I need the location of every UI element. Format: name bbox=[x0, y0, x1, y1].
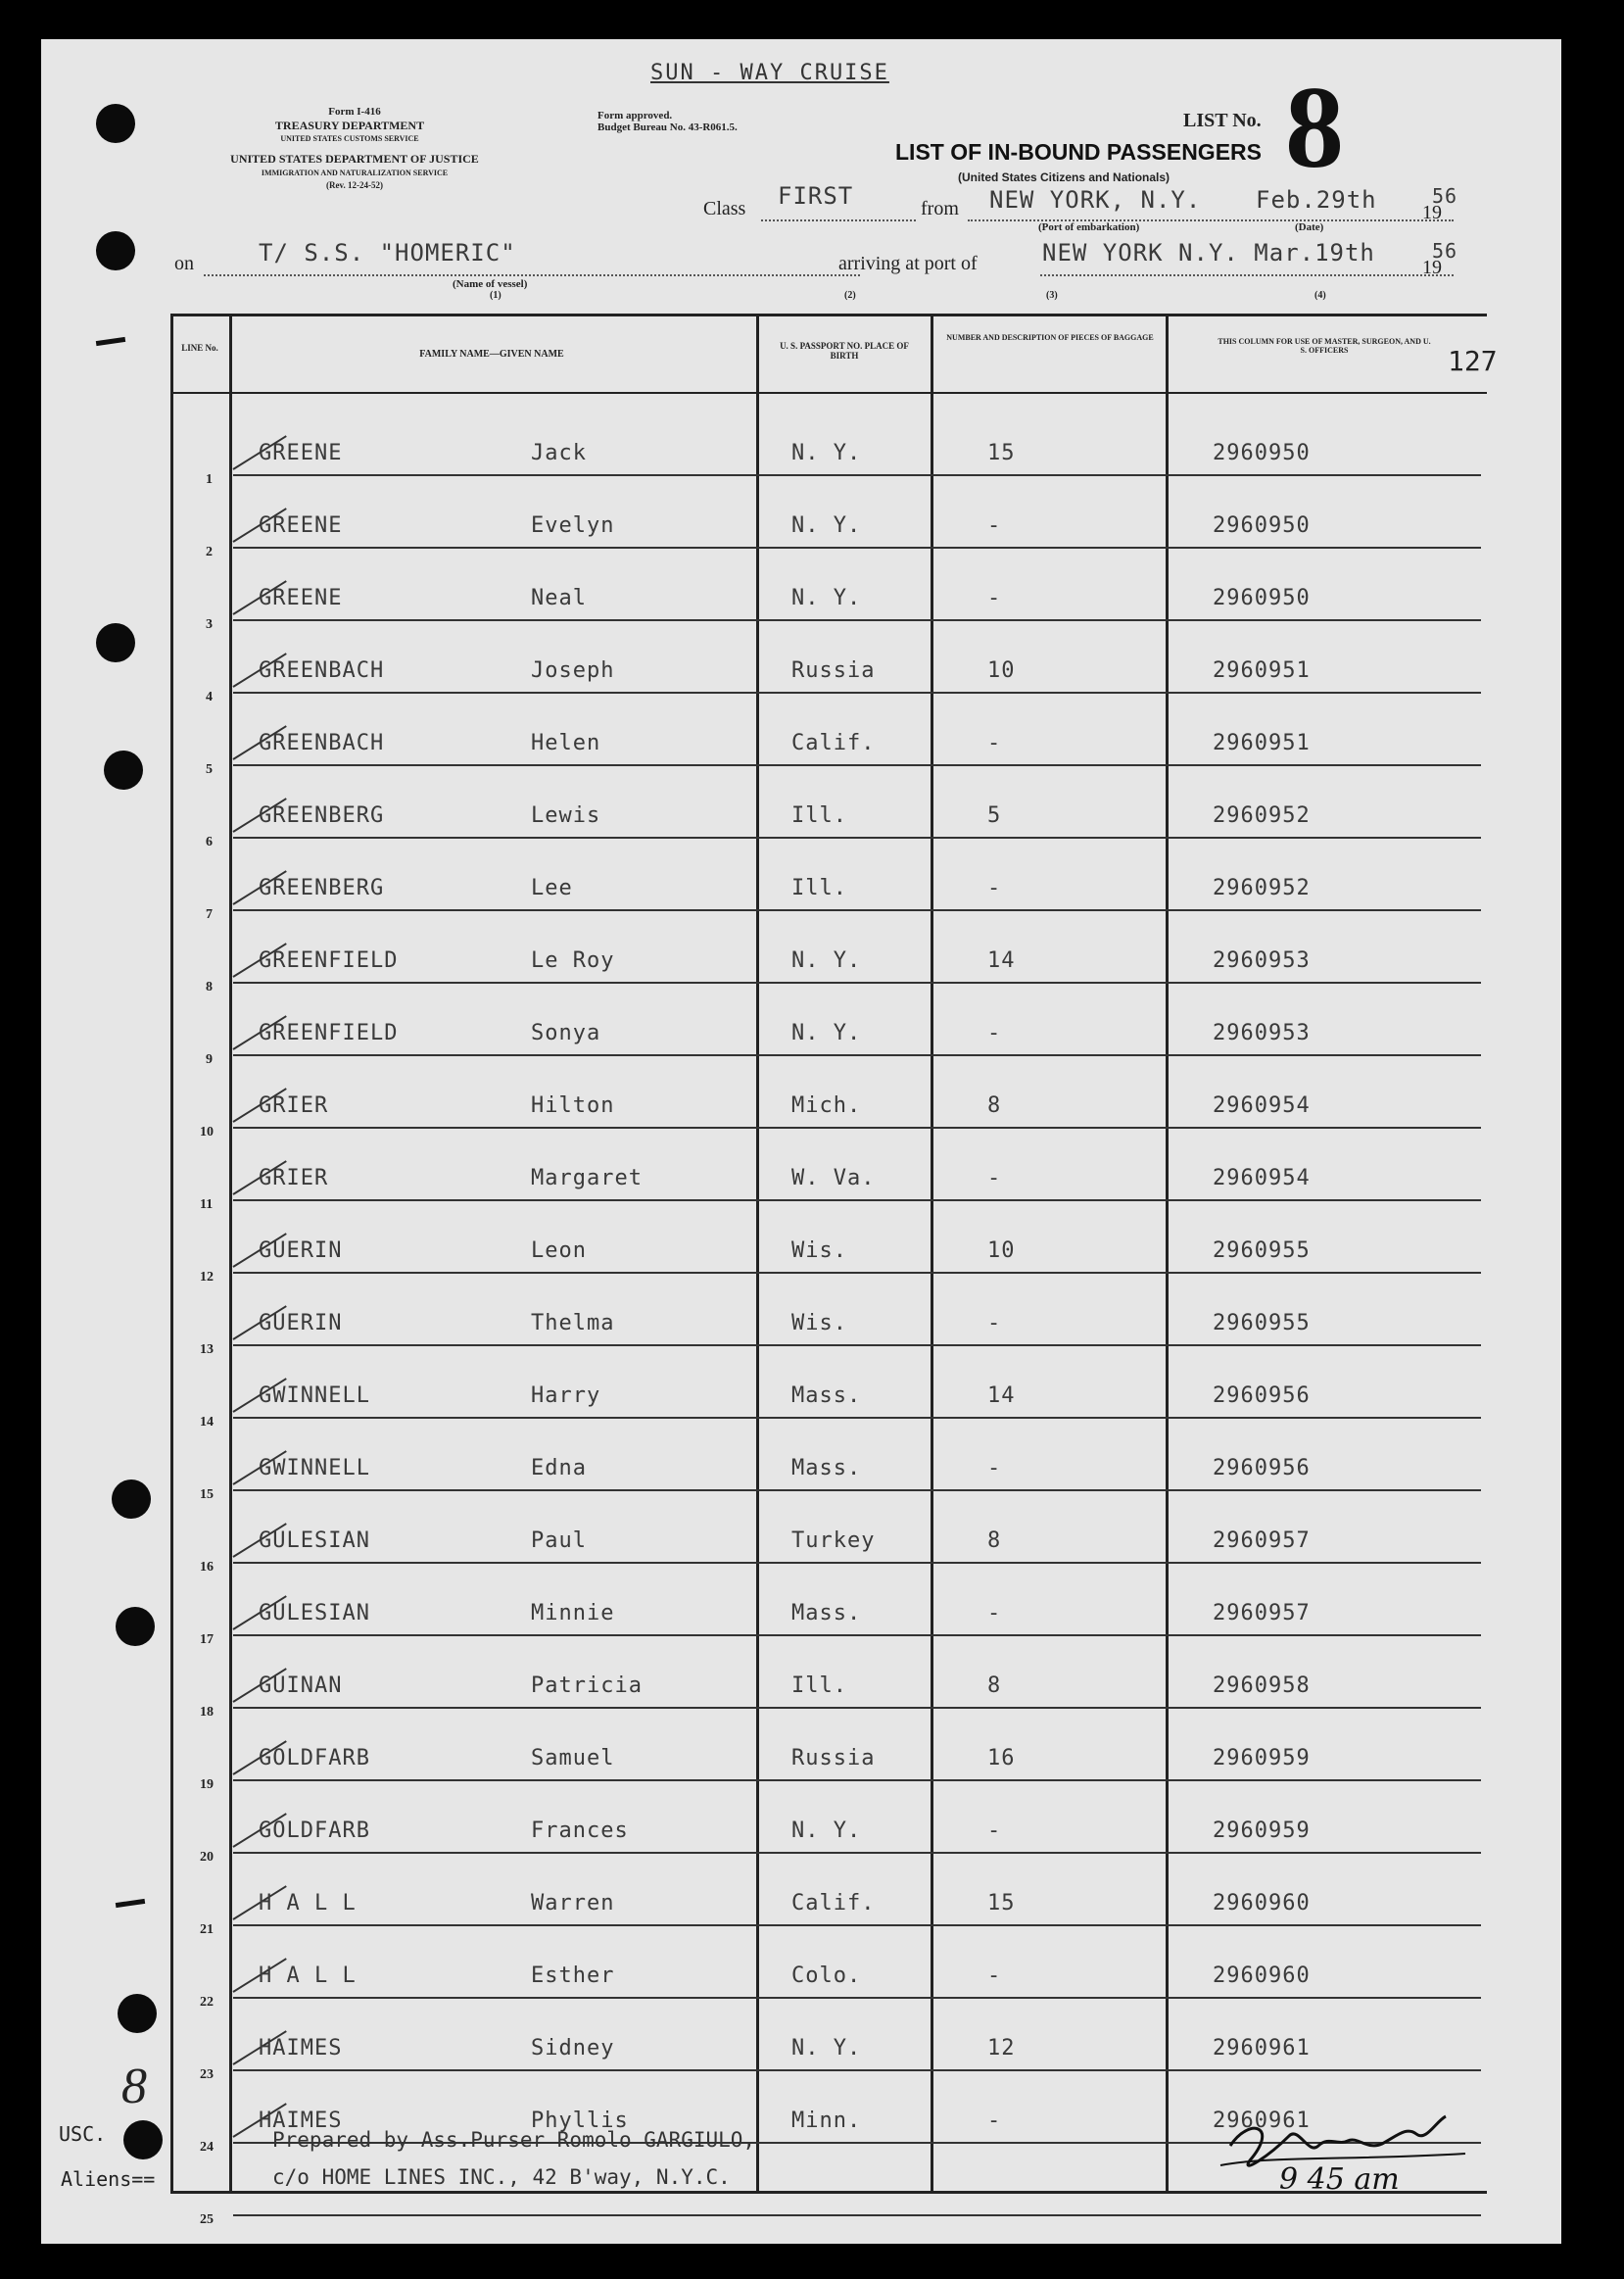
line-number: 25 bbox=[200, 2212, 214, 2227]
baggage-count: 14 bbox=[987, 1383, 1016, 1408]
baggage-count: 8 bbox=[987, 1093, 1002, 1118]
given-name: Edna bbox=[531, 1456, 587, 1480]
baggage-count: - bbox=[987, 1601, 1002, 1625]
baggage-count: - bbox=[987, 1964, 1002, 1988]
baggage-count: - bbox=[987, 1166, 1002, 1190]
arriving-label: arriving at port of bbox=[838, 253, 978, 274]
punch-hole bbox=[112, 1479, 151, 1519]
row-divider bbox=[233, 1489, 1481, 1491]
family-name: GUERIN bbox=[259, 1311, 343, 1335]
officer-code: 2960956 bbox=[1213, 1383, 1311, 1408]
year-prefix: 19 bbox=[1422, 202, 1442, 223]
row-divider bbox=[233, 692, 1481, 694]
officer-code: 2960950 bbox=[1213, 586, 1311, 610]
column-header-officers: THIS COLUMN FOR USE OF MASTER, SURGEON, AND U. S. OFFICERS bbox=[1218, 337, 1431, 356]
baggage-count: 12 bbox=[987, 2036, 1016, 2061]
column-header-baggage: NUMBER AND DESCRIPTION OF PIECES OF BAGGAGE bbox=[946, 333, 1154, 342]
place-of-birth: Russia bbox=[791, 1746, 876, 1770]
punch-hole bbox=[123, 2120, 163, 2159]
baggage-count: 5 bbox=[987, 803, 1002, 828]
given-name: Patricia bbox=[531, 1673, 643, 1698]
row-divider bbox=[233, 619, 1481, 621]
line-number: 23 bbox=[200, 2067, 214, 2082]
officer-code: 2960957 bbox=[1213, 1601, 1311, 1625]
treasury-department: TREASURY DEPARTMENT bbox=[274, 119, 425, 132]
line-number: 9 bbox=[206, 1052, 213, 1067]
family-name: GREENFIELD bbox=[259, 1021, 399, 1045]
column-number-1: (1) bbox=[490, 290, 502, 301]
row-divider bbox=[233, 1852, 1481, 1854]
year-one: 56 bbox=[1432, 184, 1458, 208]
family-name: HAIMES bbox=[259, 2036, 343, 2061]
baggage-count: - bbox=[987, 731, 1002, 755]
family-name: GRIER bbox=[259, 1093, 329, 1118]
baggage-count: - bbox=[987, 1456, 1002, 1480]
line-number: 21 bbox=[200, 1922, 214, 1937]
row-divider bbox=[233, 474, 1481, 476]
row-divider bbox=[233, 1199, 1481, 1201]
given-name: Hilton bbox=[531, 1093, 615, 1118]
row-divider bbox=[233, 1344, 1481, 1346]
line-number: 8 bbox=[206, 980, 213, 994]
row-divider bbox=[233, 1707, 1481, 1709]
row-divider bbox=[233, 909, 1481, 911]
column-header-passport: U. S. PASSPORT NO. PLACE OF BIRTH bbox=[780, 341, 909, 362]
class-label: Class bbox=[703, 198, 746, 219]
officer-code: 2960955 bbox=[1213, 1311, 1311, 1335]
row-divider bbox=[233, 547, 1481, 549]
family-name: GRIER bbox=[259, 1166, 329, 1190]
punch-hole bbox=[96, 104, 135, 143]
year-two: 56 bbox=[1432, 239, 1458, 263]
row-divider bbox=[233, 2069, 1481, 2071]
line-number: 15 bbox=[200, 1487, 214, 1502]
line-number: 22 bbox=[200, 1995, 214, 2010]
list-title: LIST OF IN-BOUND PASSENGERS bbox=[895, 139, 1262, 165]
given-name: Neal bbox=[531, 586, 587, 610]
place-of-birth: Minn. bbox=[791, 2109, 862, 2133]
family-name: GOLDFARB bbox=[259, 1818, 370, 1843]
place-of-birth: W. Va. bbox=[791, 1166, 876, 1190]
vessel-label: (Name of vessel) bbox=[453, 278, 528, 290]
family-name: GREENE bbox=[259, 586, 343, 610]
row-divider bbox=[233, 1634, 1481, 1636]
officer-code: 2960953 bbox=[1213, 948, 1311, 973]
passenger-list-sheet bbox=[41, 39, 1561, 2244]
officer-code: 2960961 bbox=[1213, 2036, 1311, 2061]
punch-hole bbox=[96, 231, 135, 270]
place-of-birth: Wis. bbox=[791, 1311, 847, 1335]
row-divider bbox=[233, 1272, 1481, 1274]
row-divider bbox=[233, 1562, 1481, 1564]
baggage-count: 14 bbox=[987, 948, 1016, 973]
prepared-address: c/o HOME LINES INC., 42 B'way, N.Y.C. bbox=[272, 2165, 731, 2189]
given-name: Minnie bbox=[531, 1601, 615, 1625]
family-name: GREENBACH bbox=[259, 658, 385, 683]
given-name: Esther bbox=[531, 1964, 615, 1988]
place-of-birth: Mich. bbox=[791, 1093, 862, 1118]
family-name: GREENBACH bbox=[259, 731, 385, 755]
officer-code: 2960952 bbox=[1213, 803, 1311, 828]
immigration-service: IMMIGRATION AND NATURALIZATION SERVICE bbox=[261, 169, 449, 177]
place-of-birth: Mass. bbox=[791, 1456, 862, 1480]
list-subtitle: (United States Citizens and Nationals) bbox=[958, 170, 1170, 184]
family-name: GREENBERG bbox=[259, 876, 385, 900]
line-number: 13 bbox=[200, 1342, 214, 1357]
margin-mark bbox=[116, 1899, 145, 1908]
family-name: GREENFIELD bbox=[259, 948, 399, 973]
officer-code: 2960953 bbox=[1213, 1021, 1311, 1045]
port-of-embarkation-label: (Port of embarkation) bbox=[1038, 221, 1140, 233]
baggage-count: 15 bbox=[987, 441, 1016, 465]
prepared-by: Prepared by Ass.Purser Romolo GARGIULO, bbox=[272, 2128, 756, 2152]
place-of-birth: N. Y. bbox=[791, 2036, 862, 2061]
given-name: Phyllis bbox=[531, 2109, 629, 2133]
baggage-count: 10 bbox=[987, 658, 1016, 683]
line-number: 7 bbox=[206, 907, 213, 922]
line-number: 2 bbox=[206, 545, 213, 559]
given-name: Margaret bbox=[531, 1166, 643, 1190]
punch-hole bbox=[116, 1607, 155, 1646]
row-divider bbox=[233, 1054, 1481, 1056]
punch-hole bbox=[96, 623, 135, 662]
officer-code: 2960961 bbox=[1213, 2109, 1311, 2133]
baggage-count: 10 bbox=[987, 1238, 1016, 1263]
baggage-count: 8 bbox=[987, 1528, 1002, 1553]
given-name: Evelyn bbox=[531, 513, 615, 538]
officer-code: 2960959 bbox=[1213, 1818, 1311, 1843]
family-name: GREENE bbox=[259, 441, 343, 465]
officer-code: 2960958 bbox=[1213, 1673, 1311, 1698]
customs-service: UNITED STATES CUSTOMS SERVICE bbox=[280, 134, 419, 143]
given-name: Leon bbox=[531, 1238, 587, 1263]
column-header-line-no: LINE No. bbox=[181, 343, 218, 353]
row-divider bbox=[233, 1779, 1481, 1781]
line-number: 4 bbox=[206, 690, 213, 704]
row-divider bbox=[233, 1417, 1481, 1419]
place-of-birth: Ill. bbox=[791, 803, 847, 828]
date-label: (Date) bbox=[1295, 221, 1324, 233]
row-divider bbox=[233, 2214, 1481, 2216]
list-number: 8 bbox=[1285, 62, 1344, 192]
baggage-count: - bbox=[987, 1311, 1002, 1335]
given-name: Harry bbox=[531, 1383, 601, 1408]
place-of-birth: Calif. bbox=[791, 1891, 876, 1915]
officer-code: 2960957 bbox=[1213, 1528, 1311, 1553]
officer-code: 2960959 bbox=[1213, 1746, 1311, 1770]
year-prefix-2: 19 bbox=[1422, 257, 1442, 278]
family-name: GUINAN bbox=[259, 1673, 343, 1698]
family-name: GULESIAN bbox=[259, 1528, 370, 1553]
given-name: Sidney bbox=[531, 2036, 615, 2061]
place-of-birth: N. Y. bbox=[791, 1021, 862, 1045]
place-of-birth: Mass. bbox=[791, 1383, 862, 1408]
list-no-label: LIST No. bbox=[1183, 110, 1262, 131]
from-date: Feb.29th bbox=[1256, 186, 1377, 214]
column-number-4: (4) bbox=[1314, 290, 1326, 301]
form-number: Form I-416 bbox=[328, 106, 381, 118]
officer-code: 2960955 bbox=[1213, 1238, 1311, 1263]
place-of-birth: Ill. bbox=[791, 1673, 847, 1698]
row-divider bbox=[233, 1997, 1481, 1999]
given-name: Warren bbox=[531, 1891, 615, 1915]
place-of-birth: Turkey bbox=[791, 1528, 876, 1553]
column-header-name: FAMILY NAME—GIVEN NAME bbox=[419, 349, 564, 360]
svg-text:9 45 am: 9 45 am bbox=[1279, 2162, 1400, 2195]
place-of-birth: N. Y. bbox=[791, 1818, 862, 1843]
place-of-birth: Russia bbox=[791, 658, 876, 683]
family-name: H A L L bbox=[259, 1964, 357, 1988]
row-divider bbox=[233, 764, 1481, 766]
given-name: Helen bbox=[531, 731, 601, 755]
line-number: 19 bbox=[200, 1777, 214, 1792]
row-divider bbox=[233, 1924, 1481, 1926]
margin-usc: USC. bbox=[59, 2122, 107, 2146]
line-number: 24 bbox=[200, 2140, 214, 2155]
given-name: Le Roy bbox=[531, 948, 615, 973]
family-name: GWINNELL bbox=[259, 1456, 370, 1480]
baggage-count: - bbox=[987, 2109, 1002, 2133]
baggage-count: 16 bbox=[987, 1746, 1016, 1770]
column-number-2: (2) bbox=[844, 290, 856, 301]
class-value: FIRST bbox=[778, 182, 854, 210]
row-divider bbox=[233, 982, 1481, 984]
baggage-count: - bbox=[987, 1021, 1002, 1045]
place-of-birth: N. Y. bbox=[791, 948, 862, 973]
officer-code: 2960956 bbox=[1213, 1456, 1311, 1480]
family-name: GUERIN bbox=[259, 1238, 343, 1263]
arriving-value: NEW YORK N.Y. Mar.19th bbox=[1042, 239, 1375, 267]
given-name: Lee bbox=[531, 876, 573, 900]
given-name: Joseph bbox=[531, 658, 615, 683]
margin-mark bbox=[96, 337, 125, 346]
line-number: 5 bbox=[206, 762, 213, 777]
given-name: Paul bbox=[531, 1528, 587, 1553]
budget-bureau: Budget Bureau No. 43-R061.5. bbox=[597, 121, 738, 133]
line-number: 14 bbox=[200, 1415, 214, 1430]
line-number: 1 bbox=[206, 472, 213, 487]
department-of-justice: UNITED STATES DEPARTMENT OF JUSTICE bbox=[230, 152, 479, 166]
officer-signature bbox=[1211, 2107, 1485, 2195]
officer-code: 2960950 bbox=[1213, 441, 1311, 465]
given-name: Lewis bbox=[531, 803, 601, 828]
from-value: NEW YORK, N.Y. bbox=[989, 186, 1202, 214]
officer-code: 2960950 bbox=[1213, 513, 1311, 538]
place-of-birth: Colo. bbox=[791, 1964, 862, 1988]
given-name: Thelma bbox=[531, 1311, 615, 1335]
row-divider bbox=[233, 1127, 1481, 1129]
officer-code: 2960951 bbox=[1213, 731, 1311, 755]
family-name: GWINNELL bbox=[259, 1383, 370, 1408]
margin-handwritten-number: 8 bbox=[121, 2059, 147, 2114]
line-number: 12 bbox=[200, 1270, 214, 1285]
baggage-count: - bbox=[987, 513, 1002, 538]
line-number: 6 bbox=[206, 835, 213, 849]
vessel-name: T/ S.S. "HOMERIC" bbox=[259, 239, 516, 267]
punch-hole bbox=[118, 1994, 157, 2033]
place-of-birth: Ill. bbox=[791, 876, 847, 900]
place-of-birth: Mass. bbox=[791, 1601, 862, 1625]
family-name: GULESIAN bbox=[259, 1601, 370, 1625]
cruise-name: SUN - WAY CRUISE bbox=[650, 61, 889, 85]
officer-code: 2960954 bbox=[1213, 1093, 1311, 1118]
family-name: HAIMES bbox=[259, 2109, 343, 2133]
given-name: Samuel bbox=[531, 1746, 615, 1770]
family-name: GREENE bbox=[259, 513, 343, 538]
from-label: from bbox=[921, 198, 959, 219]
form-approved: Form approved. bbox=[597, 110, 673, 121]
place-of-birth: Calif. bbox=[791, 731, 876, 755]
line-number: 3 bbox=[206, 617, 213, 632]
row-divider bbox=[233, 837, 1481, 839]
family-name: H A L L bbox=[259, 1891, 357, 1915]
place-of-birth: Wis. bbox=[791, 1238, 847, 1263]
officer-code: 2960960 bbox=[1213, 1891, 1311, 1915]
baggage-count: 15 bbox=[987, 1891, 1016, 1915]
margin-aliens: Aliens== bbox=[61, 2167, 156, 2191]
baggage-count: - bbox=[987, 586, 1002, 610]
family-name: GREENBERG bbox=[259, 803, 385, 828]
line-number: 18 bbox=[200, 1705, 214, 1720]
place-of-birth: N. Y. bbox=[791, 586, 862, 610]
baggage-count: - bbox=[987, 876, 1002, 900]
line-number: 16 bbox=[200, 1560, 214, 1575]
officer-code: 2960952 bbox=[1213, 876, 1311, 900]
given-name: Frances bbox=[531, 1818, 629, 1843]
revision-date: (Rev. 12-24-52) bbox=[326, 180, 383, 190]
given-name: Sonya bbox=[531, 1021, 601, 1045]
given-name: Jack bbox=[531, 441, 587, 465]
line-number: 20 bbox=[200, 1850, 214, 1865]
line-number: 11 bbox=[200, 1197, 214, 1212]
family-name: GOLDFARB bbox=[259, 1746, 370, 1770]
on-label: on bbox=[174, 253, 194, 274]
officer-code: 2960954 bbox=[1213, 1166, 1311, 1190]
place-of-birth: N. Y. bbox=[791, 441, 862, 465]
officer-code: 2960951 bbox=[1213, 658, 1311, 683]
line-number: 10 bbox=[200, 1125, 214, 1140]
baggage-count: - bbox=[987, 1818, 1002, 1843]
officer-code: 2960960 bbox=[1213, 1964, 1311, 1988]
baggage-count: 8 bbox=[987, 1673, 1002, 1698]
page-number: 127 bbox=[1448, 345, 1498, 377]
place-of-birth: N. Y. bbox=[791, 513, 862, 538]
line-number: 17 bbox=[200, 1632, 214, 1647]
column-number-3: (3) bbox=[1046, 290, 1058, 301]
punch-hole bbox=[104, 751, 143, 790]
